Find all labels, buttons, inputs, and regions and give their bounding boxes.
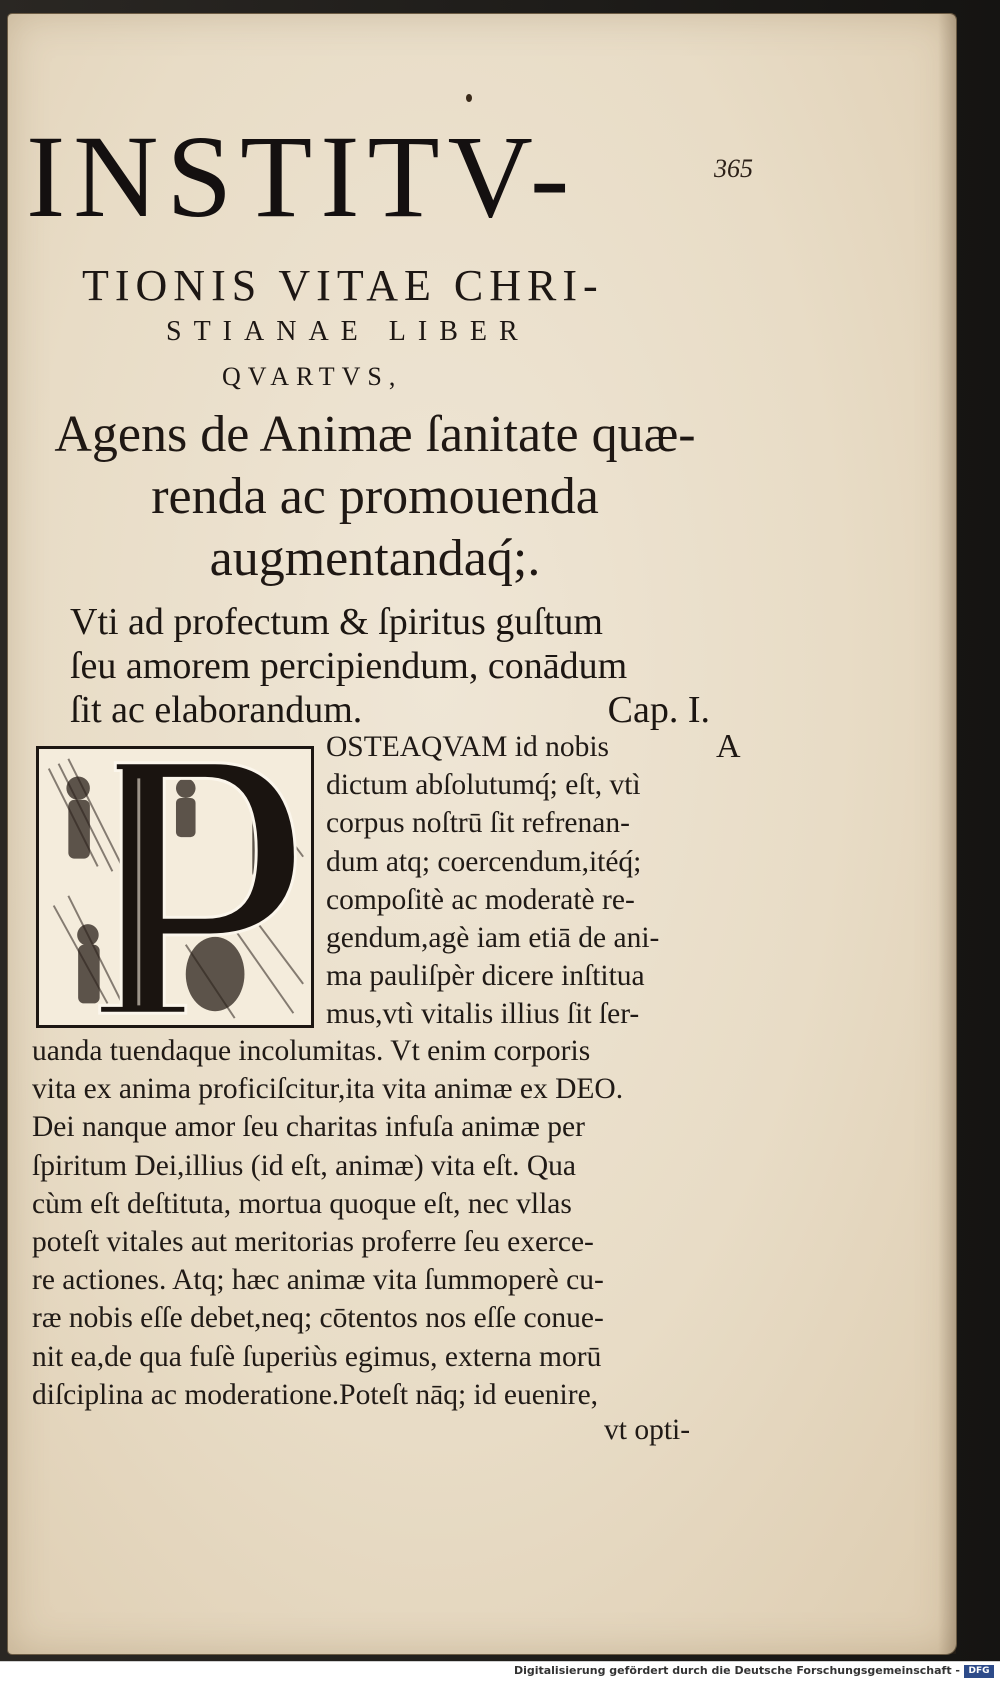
text-line: uanda tuendaque incolumitas. Vt enim corporis — [32, 1035, 591, 1067]
woodcut-initial-p-illustration — [39, 749, 311, 1025]
text-line: gendum,agè iam etiā de ani- — [326, 921, 660, 954]
title-line-4: QVARTVS, — [222, 362, 403, 391]
chapter-label: Cap. I. — [607, 689, 710, 731]
text-line: dictum abſolutumq́; eſt, vtì — [326, 769, 641, 802]
text-line: vita ex anima proficiſcitur,ita vita animæ ex DEO. — [32, 1073, 624, 1106]
margin-letter: A — [716, 728, 741, 765]
text-line: nit ea,de qua fuſè ſuperiùs egimus, externa morū — [32, 1340, 602, 1373]
chapter-heading-line: Vti ad profectum & ſpiritus guſtum — [70, 601, 603, 643]
text-line: Dei nanque amor ſeu charitas infuſa animæ per — [32, 1111, 585, 1144]
subtitle-line: renda ac promouenda — [151, 468, 599, 525]
subtitle-line: augmentandaq́;. — [209, 530, 541, 587]
dfg-logo[interactable]: DFG — [964, 1665, 994, 1678]
text-line: OSTEAQVAM id nobis — [326, 731, 610, 763]
text-line: ſpiritum Dei,illius (id eſt, animæ) vita eſt. Qua — [32, 1149, 577, 1182]
funding-credit: Digitalisierung gefördert durch die Deutsche Forschungsgemeinschaft - — [513, 1664, 960, 1677]
title-line-1: INSTITV- — [26, 111, 578, 242]
chapter-heading — [70, 600, 710, 732]
text-line: mus,vtì vitalis illius ſit ſer- — [326, 998, 640, 1031]
title-line-2: TIONIS VITAE CHRI- — [82, 261, 604, 310]
title-line-3: STIANAE LIBER — [166, 316, 530, 347]
text-line: ræ nobis eſſe debet,neq; cōtentos nos eſſe conue- — [32, 1302, 604, 1335]
page-number: 365 — [714, 154, 753, 183]
body-text — [32, 1032, 716, 1414]
chapter-heading-line: ſeu amorem percipiendum, conādum — [70, 645, 628, 687]
woodcut-initial-p — [36, 746, 314, 1028]
ink-dot — [466, 94, 472, 102]
text-line: diſciplina ac moderatione.Poteſt nāq; id euenire, — [32, 1378, 599, 1411]
text-line: compoſitè ac moderatè re- — [326, 883, 635, 916]
catchword: vt opti- — [604, 1414, 691, 1446]
text-line: dum atq; coercendum,itéq́; — [326, 845, 642, 878]
subtitle — [30, 404, 720, 590]
text-line: ma pauliſpèr dicere inſtitua — [326, 960, 645, 993]
subtitle-line: Agens de Animæ ſanitate quæ- — [54, 406, 696, 463]
text-line: cùm eſt deſtituta, mortua quoque eſt, nec vllas — [32, 1187, 572, 1220]
text-line: corpus noſtrū ſit refrenan- — [326, 807, 630, 840]
body-text-beside-initial — [326, 728, 716, 1034]
text-line: re actiones. Atq; hæc animæ vita ſummoperè cu- — [32, 1264, 604, 1297]
chapter-heading-line: ſit ac elaborandum. — [70, 689, 363, 731]
footer-credit-bar — [0, 1661, 1000, 1682]
text-line: poteſt vitales aut meritorias proferre ſeu exerce- — [32, 1225, 594, 1258]
